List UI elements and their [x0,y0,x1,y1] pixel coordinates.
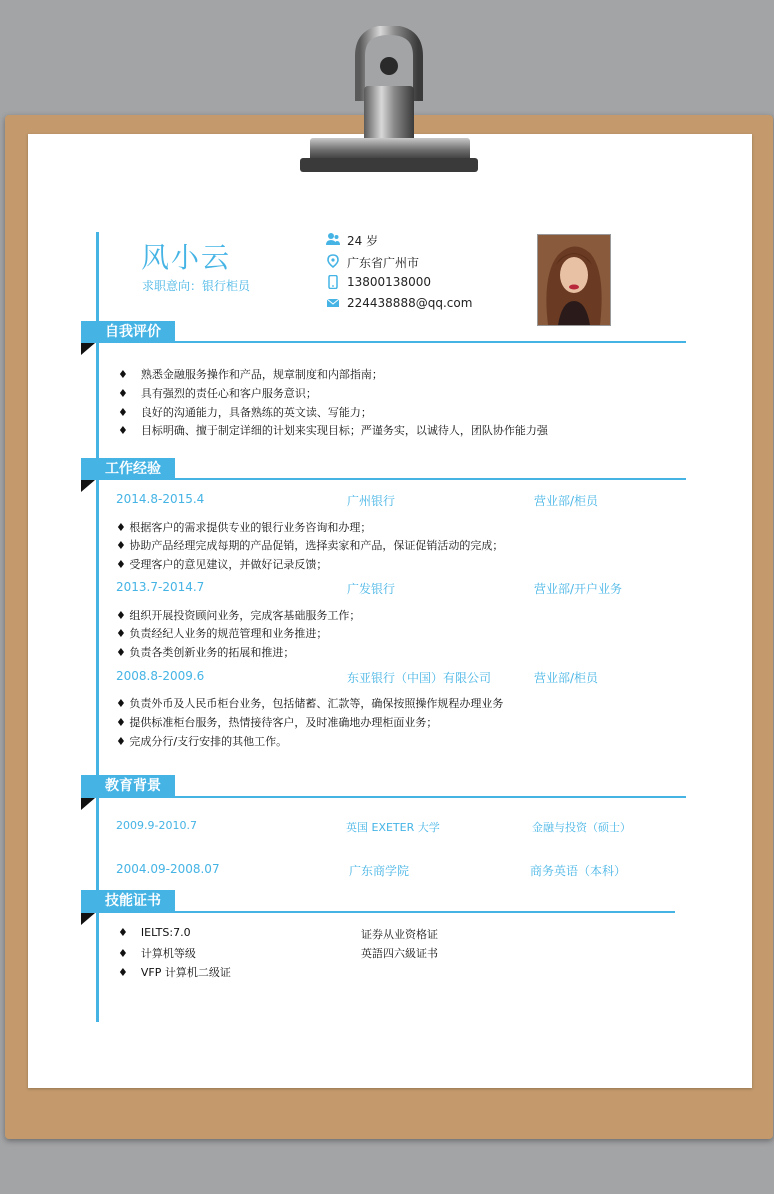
location-pin-icon [326,254,340,268]
age-text: 24 岁 [347,234,379,248]
diamond-bullet-icon: ♦ [118,947,128,960]
profile-photo [537,234,611,326]
diamond-bullet-icon: ♦ [118,368,128,381]
job-3-company: 东亚银行（中国）有限公司 [347,671,492,685]
diamond-bullet-icon: ♦ [118,424,128,437]
binder-clip-icon [300,26,478,176]
location-text: 广东省广州市 [347,256,420,270]
diamond-bullet-icon: ♦ [118,966,128,979]
diamond-bullet-icon: ♦ [118,926,128,939]
diamond-bullet-icon: ♦ [116,558,126,571]
diamond-bullet-icon: ♦ [118,387,128,400]
work-title: 工作经验 [81,458,175,480]
list-item: 证券从业资格证 [361,928,438,941]
education-title: 教育背景 [81,775,175,797]
diamond-bullet-icon: ♦ [116,697,126,710]
diamond-bullet-icon: ♦ [116,521,126,534]
list-item: ♦ 熟悉金融服务操作和产品，规章制度和内部指南； [118,368,383,381]
education-fold [81,798,95,810]
list-item: ♦ 完成分行/支行安排的其他工作。 [116,735,288,748]
list-item: ♦ 根据客户的需求提供专业的银行业务咨询和办理； [116,521,372,534]
mobile-phone-icon [326,275,340,289]
person-icon [326,232,340,246]
diamond-bullet-icon: ♦ [116,716,126,729]
list-item: ♦ 负责外币及人民币柜台业务，包括储蓄、汇款等，确保按照操作规程办理业务 [116,697,504,710]
list-item: ♦ 负责各类创新业务的拓展和推进； [116,646,295,659]
portrait-image [538,235,610,325]
list-item: ♦ 提供标准柜台服务，热情接待客户，及时准确地办理柜面业务； [116,716,438,729]
edu-1-period: 2009.9-2010.7 [116,819,197,832]
diamond-bullet-icon: ♦ [116,539,126,552]
list-item: ♦ 良好的沟通能力，具备熟练的英文读、写能力； [118,406,372,419]
edu-2-period: 2004.09-2008.07 [116,862,220,876]
list-item: ♦ 具有强烈的责任心和客户服务意识； [118,387,317,400]
job-3-period: 2008.8-2009.6 [116,669,205,683]
list-item: ♦ 计算机等级 [118,947,196,960]
job-intent: 求职意向：银行柜员 [142,279,251,293]
job-3-dept: 营业部/柜员 [534,671,599,685]
edu-2-school: 广东商学院 [349,864,410,878]
job-2-dept: 营业部/开户业务 [534,582,623,596]
self-eval-fold [81,343,95,355]
job-1-period: 2014.8-2015.4 [116,492,205,506]
job-1-dept: 营业部/柜员 [534,494,599,508]
diamond-bullet-icon: ♦ [116,627,126,640]
edu-1-school: 英国 EXETER 大学 [346,821,440,834]
skills-title: 技能证书 [81,890,175,912]
list-item: ♦ 受理客户的意见建议，并做好记录反馈； [116,558,328,571]
job-1-company: 广州银行 [347,494,396,508]
work-fold [81,480,95,492]
list-item: 英語四六級证书 [361,947,438,960]
job-2-company: 广发银行 [347,582,396,596]
diamond-bullet-icon: ♦ [116,646,126,659]
self-eval-title: 自我评价 [81,321,175,343]
edu-2-major: 商务英语（本科） [530,864,627,878]
list-item: ♦ 组织开展投资顾问业务，完成客基础服务工作； [116,609,361,622]
phone-text: 13800138000 [347,275,431,289]
diamond-bullet-icon: ♦ [118,406,128,419]
email-text: 224438888@qq.com [347,296,473,310]
job-2-period: 2013.7-2014.7 [116,580,205,594]
edu-1-major: 金融与投资（硕士） [532,821,631,834]
list-item: ♦ 目标明确、擅于制定详细的计划来实现目标；严谨务实，以诚待人，团队协作能力强 [118,424,548,437]
list-item: ♦ 协助产品经理完成每期的产品促销，选择卖家和产品，保证促销活动的完成； [116,539,504,552]
diamond-bullet-icon: ♦ [116,609,126,622]
candidate-name: 风小云 [141,241,232,274]
diamond-bullet-icon: ♦ [116,735,126,748]
mail-icon [326,296,340,310]
skills-fold [81,913,95,925]
list-item: ♦ VFP 计算机二级证 [118,966,231,979]
list-item: ♦ IELTS:7.0 [118,926,191,939]
list-item: ♦ 负责经纪人业务的规范管理和业务推进； [116,627,328,640]
